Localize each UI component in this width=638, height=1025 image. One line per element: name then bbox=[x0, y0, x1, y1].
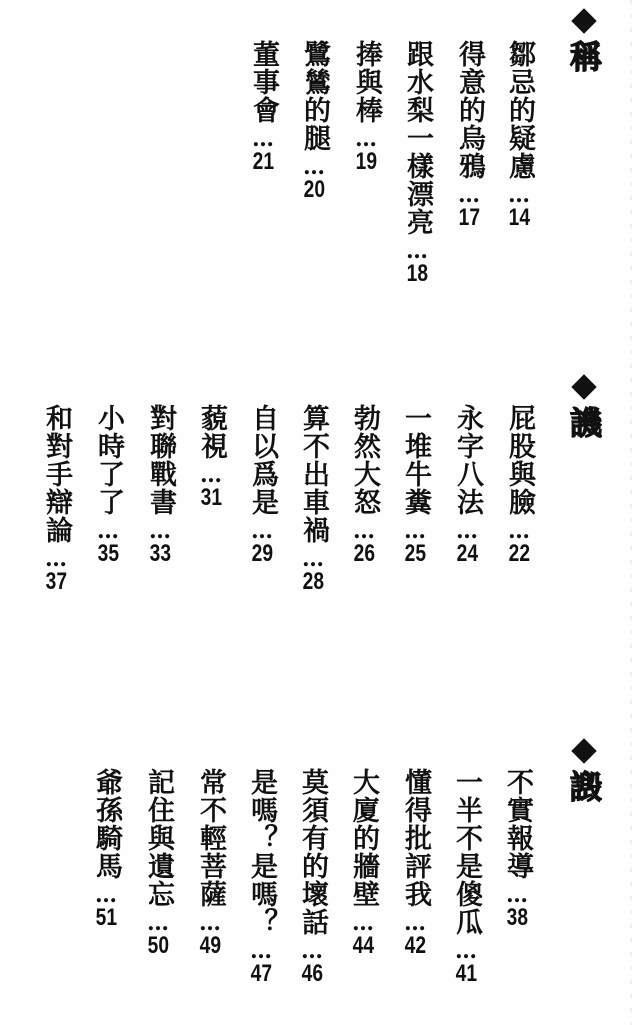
leader-dots: … bbox=[198, 462, 224, 482]
toc-entry bbox=[400, 40, 434, 288]
toc-entry bbox=[347, 404, 381, 568]
toc-entry bbox=[295, 768, 329, 988]
page-number: 29 bbox=[251, 540, 273, 567]
toc-entry bbox=[297, 40, 331, 204]
toc-entry bbox=[143, 404, 177, 568]
entry-title: 永字八法 bbox=[452, 404, 483, 516]
page-number: 38 bbox=[506, 904, 528, 931]
toc-entry bbox=[346, 768, 380, 960]
entry-title: 大廈的牆壁 bbox=[348, 768, 379, 908]
leader-dots: … bbox=[504, 882, 530, 902]
entry-title: 爺孫騎馬 bbox=[91, 768, 122, 880]
toc-entry bbox=[91, 404, 125, 568]
page-number: 19 bbox=[355, 148, 377, 175]
toc-entry bbox=[244, 768, 278, 988]
page-number: 49 bbox=[199, 932, 221, 959]
entry-title: 莫須有的壞話 bbox=[297, 768, 328, 936]
leader-dots: … bbox=[456, 182, 482, 202]
toc-entry bbox=[193, 768, 227, 960]
page-number: 25 bbox=[404, 540, 426, 567]
entry-title: 一堆牛糞 bbox=[400, 404, 431, 516]
diamond-bullet-icon bbox=[571, 374, 596, 399]
entry-title: 董事會 bbox=[248, 40, 279, 124]
section-title: 譏 bbox=[565, 406, 603, 438]
page-number: 24 bbox=[456, 540, 478, 567]
toc-entry bbox=[450, 404, 484, 568]
diamond-bullet-icon bbox=[571, 8, 596, 33]
diamond-bullet-icon bbox=[571, 738, 596, 763]
toc-entry bbox=[502, 40, 536, 232]
page-number: 42 bbox=[404, 932, 426, 959]
page-number: 21 bbox=[252, 148, 274, 175]
entry-title: 算不出車禍 bbox=[298, 404, 329, 544]
leader-dots: … bbox=[506, 518, 532, 538]
scan-edge bbox=[630, 0, 632, 1025]
section-heading-2 bbox=[566, 378, 602, 438]
page-number: 31 bbox=[200, 484, 222, 511]
leader-dots: … bbox=[249, 518, 275, 538]
leader-dots: … bbox=[404, 238, 430, 258]
toc-entry bbox=[141, 768, 175, 960]
toc-entry bbox=[349, 40, 383, 176]
leader-dots: … bbox=[299, 938, 325, 958]
page-number: 41 bbox=[455, 960, 477, 987]
entry-title: 鄒忌的疑慮 bbox=[504, 40, 535, 180]
leader-dots: … bbox=[145, 910, 171, 930]
toc-entry bbox=[245, 404, 279, 568]
leader-dots: … bbox=[300, 546, 326, 566]
leader-dots: … bbox=[350, 910, 376, 930]
entry-title: 小時了了 bbox=[93, 404, 124, 516]
entry-title: 屁股與臉 bbox=[504, 404, 535, 516]
section-title: 譭 bbox=[565, 770, 603, 802]
leader-dots: … bbox=[402, 518, 428, 538]
entry-title: 自以爲是 bbox=[247, 404, 278, 516]
entry-title: 鷺鷥的腿 bbox=[299, 40, 330, 152]
toc-entry bbox=[246, 40, 280, 176]
page-number: 46 bbox=[301, 960, 323, 987]
page-number: 37 bbox=[45, 568, 67, 595]
entry-title: 勃然大怒 bbox=[349, 404, 380, 516]
entry-title: 得意的烏鴉 bbox=[454, 40, 485, 180]
toc-entry bbox=[500, 768, 534, 932]
leader-dots: … bbox=[248, 938, 274, 958]
toc-entry bbox=[296, 404, 330, 596]
entry-title: 不實報導 bbox=[502, 768, 533, 880]
leader-dots: … bbox=[301, 154, 327, 174]
toc-entry bbox=[452, 40, 486, 232]
page-number: 47 bbox=[250, 960, 272, 987]
entry-title: 記住與遺忘 bbox=[143, 768, 174, 908]
page-number: 33 bbox=[149, 540, 171, 567]
toc-entry bbox=[39, 404, 73, 596]
toc-entry bbox=[398, 404, 432, 568]
page-number: 18 bbox=[406, 260, 428, 287]
section-title: 稱 bbox=[565, 40, 603, 72]
leader-dots: … bbox=[402, 910, 428, 930]
leader-dots: … bbox=[93, 882, 119, 902]
section-heading-3 bbox=[566, 742, 602, 802]
page-number: 26 bbox=[353, 540, 375, 567]
page-number: 22 bbox=[508, 540, 530, 567]
leader-dots: … bbox=[43, 546, 69, 566]
page-number: 51 bbox=[95, 904, 117, 931]
toc-entry bbox=[194, 404, 228, 512]
entry-title: 懂得批評我 bbox=[400, 768, 431, 908]
leader-dots: … bbox=[506, 182, 532, 202]
toc-entry bbox=[398, 768, 432, 960]
entry-title: 對聯戰書 bbox=[145, 404, 176, 516]
page-number: 44 bbox=[352, 932, 374, 959]
toc-entry bbox=[89, 768, 123, 932]
leader-dots: … bbox=[197, 910, 223, 930]
leader-dots: … bbox=[250, 126, 276, 146]
page-number: 35 bbox=[97, 540, 119, 567]
section-heading-1 bbox=[566, 12, 602, 72]
page-number: 50 bbox=[147, 932, 169, 959]
page-number: 17 bbox=[458, 204, 480, 231]
entry-title: 常不輕菩薩 bbox=[195, 768, 226, 908]
page-number: 14 bbox=[508, 204, 530, 231]
leader-dots: … bbox=[453, 938, 479, 958]
toc-entry bbox=[449, 768, 483, 988]
entry-title: 藐視 bbox=[196, 404, 227, 460]
leader-dots: … bbox=[353, 126, 379, 146]
toc-entry bbox=[502, 404, 536, 568]
entry-title: 和對手辯論 bbox=[41, 404, 72, 544]
leader-dots: … bbox=[351, 518, 377, 538]
leader-dots: … bbox=[147, 518, 173, 538]
leader-dots: … bbox=[454, 518, 480, 538]
entry-title: 捧與棒 bbox=[351, 40, 382, 124]
entry-title: 一半不是傻瓜 bbox=[451, 768, 482, 936]
entry-title: 跟水梨一樣漂亮 bbox=[402, 40, 433, 236]
page-number: 20 bbox=[303, 176, 325, 203]
leader-dots: … bbox=[95, 518, 121, 538]
page-number: 28 bbox=[302, 568, 324, 595]
entry-title: 是嗎？是嗎？ bbox=[246, 768, 277, 936]
